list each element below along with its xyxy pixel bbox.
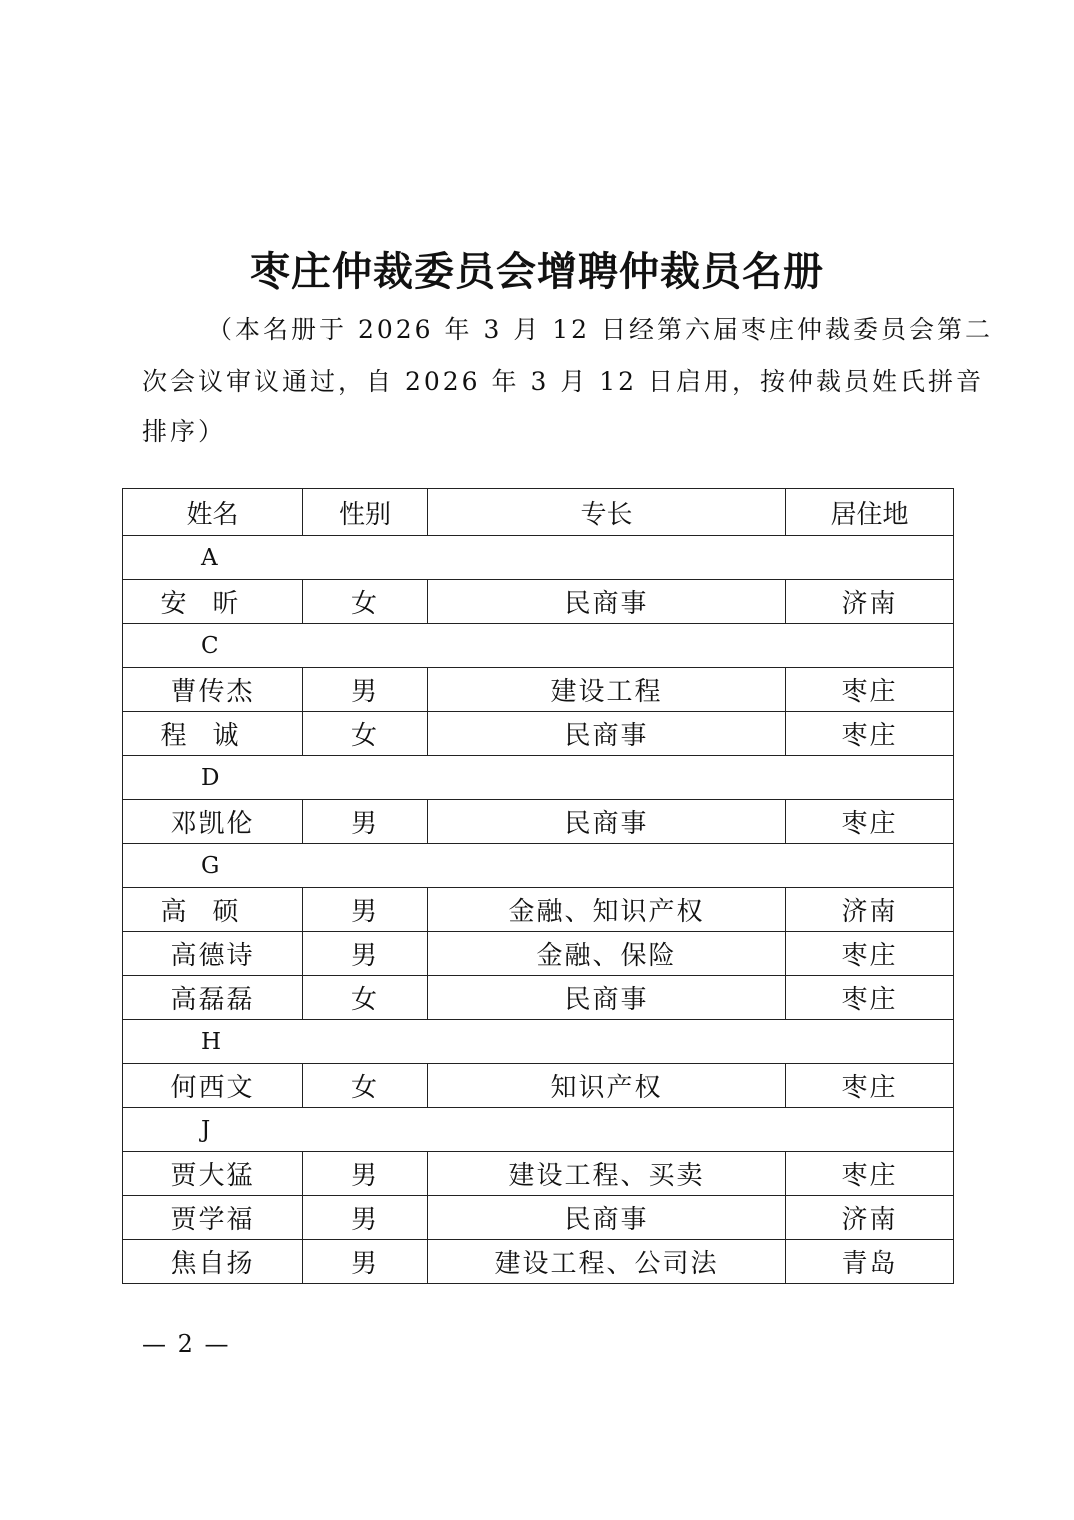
cell-residence: 济南 (786, 1196, 954, 1240)
cell-residence: 枣庄 (786, 976, 954, 1020)
cell-name: 安昕 (123, 580, 303, 624)
cell-specialty: 建设工程、公司法 (428, 1240, 786, 1284)
cell-specialty: 金融、保险 (428, 932, 786, 976)
cell-specialty: 建设工程 (428, 668, 786, 712)
table-row (123, 1196, 954, 1240)
cell-gender: 女 (303, 580, 428, 624)
cell-name: 贾学福 (123, 1196, 303, 1240)
letter-group-label: J (123, 1108, 954, 1152)
table-row (123, 1240, 954, 1284)
cell-name: 贾大猛 (123, 1152, 303, 1196)
cell-specialty: 民商事 (428, 800, 786, 844)
document-title: 枣庄仲裁委员会增聘仲裁员名册 (250, 249, 824, 295)
cell-gender: 男 (303, 932, 428, 976)
cell-specialty: 知识产权 (428, 1064, 786, 1108)
note-line-2: 次会议审议通过，自 2026 年 3 月 12 日启用，按仲裁员姓氏拼音 (142, 367, 985, 396)
table-row (123, 888, 954, 932)
header-specialty: 专长 (428, 489, 786, 536)
header-name: 姓名 (123, 489, 303, 536)
table-header-row (123, 489, 954, 536)
cell-gender: 女 (303, 1064, 428, 1108)
table-row (123, 1152, 954, 1196)
cell-gender: 男 (303, 1240, 428, 1284)
cell-name: 程诚 (123, 712, 303, 756)
cell-residence: 枣庄 (786, 712, 954, 756)
letter-group-label: D (123, 756, 954, 800)
table-row (123, 712, 954, 756)
cell-residence: 枣庄 (786, 932, 954, 976)
cell-residence: 枣庄 (786, 668, 954, 712)
cell-specialty: 建设工程、买卖 (428, 1152, 786, 1196)
letter-group-label: H (123, 1020, 954, 1064)
note-line-3: 排序） (142, 417, 227, 446)
letter-group-row (123, 1020, 954, 1064)
cell-residence: 青岛 (786, 1240, 954, 1284)
cell-specialty: 民商事 (428, 976, 786, 1020)
note-line-1: （本名册于 2026 年 3 月 12 日经第六届枣庄仲裁委员会第二 (207, 315, 994, 344)
cell-residence: 枣庄 (786, 1152, 954, 1196)
table-row (123, 580, 954, 624)
cell-name: 焦自扬 (123, 1240, 303, 1284)
cell-gender: 男 (303, 668, 428, 712)
letter-group-row (123, 624, 954, 668)
cell-name: 邓凯伦 (123, 800, 303, 844)
table-row (123, 800, 954, 844)
cell-residence: 济南 (786, 888, 954, 932)
cell-name: 曹传杰 (123, 668, 303, 712)
table-row (123, 668, 954, 712)
cell-name: 高硕 (123, 888, 303, 932)
cell-specialty: 民商事 (428, 712, 786, 756)
cell-gender: 女 (303, 976, 428, 1020)
letter-group-label: A (123, 536, 954, 580)
table-row (123, 976, 954, 1020)
page-number: — 2 — (142, 1330, 231, 1358)
cell-specialty: 民商事 (428, 1196, 786, 1240)
cell-gender: 男 (303, 888, 428, 932)
cell-gender: 女 (303, 712, 428, 756)
letter-group-row (123, 536, 954, 580)
letter-group-label: G (123, 844, 954, 888)
cell-gender: 男 (303, 1196, 428, 1240)
header-gender: 性别 (303, 489, 428, 536)
cell-residence: 枣庄 (786, 800, 954, 844)
header-residence: 居住地 (786, 489, 954, 536)
cell-specialty: 民商事 (428, 580, 786, 624)
cell-gender: 男 (303, 1152, 428, 1196)
cell-residence: 枣庄 (786, 1064, 954, 1108)
table-row (123, 932, 954, 976)
roster-body (123, 536, 954, 1284)
cell-specialty: 金融、知识产权 (428, 888, 786, 932)
table-row (123, 1064, 954, 1108)
cell-name: 高磊磊 (123, 976, 303, 1020)
arbitrator-roster-table (122, 488, 954, 1284)
letter-group-row (123, 756, 954, 800)
cell-name: 何西文 (123, 1064, 303, 1108)
cell-residence: 济南 (786, 580, 954, 624)
letter-group-label: C (123, 624, 954, 668)
cell-gender: 男 (303, 800, 428, 844)
cell-name: 高德诗 (123, 932, 303, 976)
letter-group-row (123, 844, 954, 888)
letter-group-row (123, 1108, 954, 1152)
